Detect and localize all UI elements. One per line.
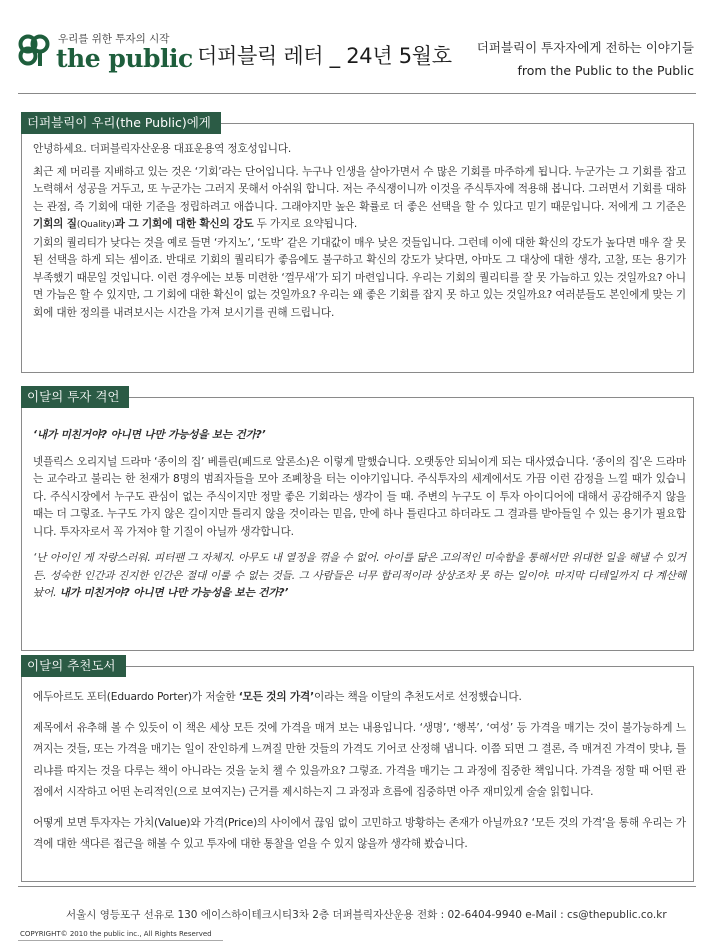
footer-address: 서울시 영등포구 선유로 130 에이스하이테크시티3차 2층 더퍼블릭자산운용 xyxy=(66,909,414,921)
footer-divider xyxy=(18,886,696,887)
copyright: COPYRIGHT© 2010 the public inc., All Rights Reserved xyxy=(20,930,212,938)
header-divider xyxy=(18,93,696,94)
paragraph: 어떻게 보면 투자자는 가치(Value)와 가격(Price)의 사이에서 끊임 없이 고민하고 방황하는 존재가 아닐까요? ‘모든 것의 가격’을 통해 우리는 가격에 대한 색다른 접근을 해볼 수 있고 투자에 대한 통찰을 얻을 수 있지 않을까 생각해 봤습니다. xyxy=(33,816,686,850)
logo-wordmark: the public xyxy=(56,44,193,73)
footer-contact: 전화 : 02-6404-9940 e-Mail : cs@thepublic.co.kr xyxy=(417,909,667,921)
logo-slogan: 우리를 위한 투자의 시작 xyxy=(58,33,170,45)
paragraph: 에두아르도 포터(Eduardo Porter)가 저술한 ‘모든 것의 가격’이라는 책을 이달의 추천도서로 선정했습니다. xyxy=(33,691,522,703)
clover-logo-icon xyxy=(18,34,52,68)
quote-body: ‘난 아이인 게 자랑스러워. 피터팬 그 자체지. 아무도 내 열정을 꺾을 수 없어. 아이를 닮은 고의적인 미숙함을 통해서만 위대한 일을 해낼 수 있거든. 성숙한 인간과 진지한 인간은 절대 이룰 수 없는 것들. 그 사람들은 너무 합리적이라 상상조차 못 하는 일이야. 마지막 디테일까지 다 계산해 놨어. 내가 미친거야? 아니면 나만 가능성을 보는 건가?’ xyxy=(33,552,686,599)
section-to-public xyxy=(21,112,694,372)
section-body xyxy=(33,687,686,856)
section-body xyxy=(33,141,686,322)
section-heading: 이달의 추천도서 xyxy=(21,655,126,677)
letter-title: 더퍼블릭 레터 _ 24년 5월호 xyxy=(197,44,452,68)
section-heading: 이달의 투자 격언 xyxy=(21,386,129,408)
company-logo xyxy=(18,30,193,80)
paragraph: 넷플릭스 오리지널 드라마 ‘종이의 집’ 베를린(페드로 알론소)은 이렇게 말했습니다. 오랫동안 되뇌이게 되는 대사였습니다. ‘종이의 집’은 드라마는 교수라고 불리는 한 천재가 8명의 범죄자들을 모아 조폐창을 터는 이야기입니다. 주식투자의 세계에서도 가끔 이런 감정을 느낄 때가 있습니다. 주식시장에서 누구도 관심이 없는 주식이지만 정말 좋은 기회라는 생각이 들 때. 주변의 누구도 이 투자 아이디어에 대해서 공감해주지 않을 때는 더 그렇죠. 누구도 가지 않은 길이지만 틀리지 않을 것이라는 믿음, 만에 하나 틀린다고 하더라도 그 결과를 받아들일 수 있는 용기가 필요합니다. 투자자로서 꼭 가져야 할 기질이 아닐까 생각합니다. xyxy=(33,455,686,538)
paragraph: 제목에서 유추해 볼 수 있듯이 이 책은 세상 모든 것에 가격을 매겨 보는 내용입니다. ‘생명’, ‘행복’, ‘여성’ 등 가격을 매기는 것이 불가능하게 느껴지는 것들, 또는 가격을 매기는 일이 잔인하게 느껴질 만한 것들의 가격도 기어코 산정해 냅니다. 이쯤 되면 그 결론, 즉 매겨진 가격이 맞냐, 틀리냐를 따지는 것을 다루는 책이 아니라는 것을 눈치 챌 수 있을까요? 그렇죠. 가격을 매기는 그 과정에 집중한 책입니다. 가격을 정할 때 어떤 관점에서 시작하고 어떤 논리적인(으로 보여지는) 근거를 제시하는지 그 과정과 흐름에 집중하면 아주 재미있게 술술 읽힙니다. xyxy=(33,721,686,798)
section-book-recommendation xyxy=(21,655,694,881)
paragraph: 기회의 퀄리티가 낮다는 것을 예로 들면 ‘카지노’, ‘도박’ 같은 기대값이 매우 낮은 것들입니다. 그런데 이에 대한 확신의 강도가 높다면 매우 잘 못 된 선택을 하게 되는 셈이죠. 반대로 기회의 퀄리티가 좋음에도 불구하고 확신의 강도가 낮다면, 아마도 그 대상에 대한 생각, 고찰, 또는 용기가 부족했기 때문일 것입니다. 이런 경우에는 보통 미련한 ‘껄무새’가 되기 마련입니다. 우리는 기회의 퀄리티를 잘 못 가늠하고 있는 것일까요? 아니면 가늠은 할 수 있지만, 그 기회에 대한 확신이 없는 것일까요? 우리는 왜 좋은 기회를 잡지 못 하고 있는 것일까요? 여러분들도 본인에게 맞는 기회에 대한 정의를 내려보시는 시간을 가져 보시기를 권해 드립니다. xyxy=(33,236,686,319)
section-investment-quote xyxy=(21,386,694,650)
quote-title: ‘내가 미친거야? 아니면 나만 가능성을 보는 건가?’ xyxy=(33,429,266,441)
section-body xyxy=(33,427,686,603)
letter-header xyxy=(0,0,714,100)
copyright-underline xyxy=(18,940,223,941)
paragraph: 최근 제 머리를 지배하고 있는 것은 ‘기회’라는 단어입니다. 누구나 인생을 살아가면서 수 많은 기회를 마주하게 됩니다. 누군가는 그 기회를 잡고 노력해서 성공을 거두고, 또 누군가는 그러지 못해서 아쉬워 합니다. 저는 주식쟁이니까 이것을 주식투자에 적용해 봅니다. 그러면서 기회를 대하는 관점, 즉 기회에 대한 기준을 정립하려고 애씁니다. 그래야지만 높은 확률로 더 좋은 선택을 할 수 있다고 믿기 때문입니다. 저에게 그 기준은 기회의 질(Quality)과 그 기회에 대한 확신의 강도 두 가지로 요약됩니다. xyxy=(33,165,686,230)
section-heading: 더퍼블릭이 우리(the Public)에게 xyxy=(21,112,221,134)
tagline-english: from the Public to the Public xyxy=(517,63,694,78)
greeting-paragraph: 안녕하세요. 더퍼블릭자산운용 대표운용역 정호성입니다. xyxy=(33,143,292,155)
tagline-korean: 더퍼블릭이 투자자에게 전하는 이야기들 xyxy=(476,40,694,55)
